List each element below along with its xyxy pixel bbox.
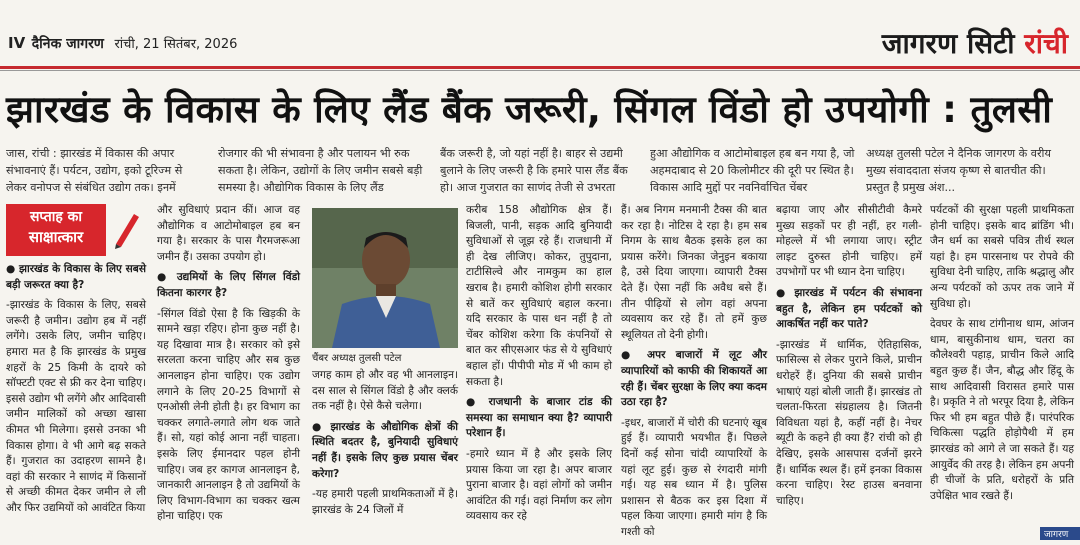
pencil-icon [108,206,142,250]
body-column-3 [312,368,458,523]
answer-5-cont: बढ़ाया जाए और सीसीटीवी कैमरे मुख्य सड़कों पर ही नहीं, हर गली-मोहल्ले में भी लगाया जाए। स्ट्रीट लाइट दुरुस्त होनी चाहिए। हमें उपभोगों पर भी ध्यान देना चाहिए। [776,204,922,279]
body-column-2 [157,203,300,530]
answer-2-cont: जगह काम हो और वह भी आनलाइन। दस साल से सिंगल विंडो है और क्लर्क तक नहीं है। ऐसे कैसे चलेगा। [312,369,458,413]
answer-1: -झारखंड के विकास के लिए, सबसे जरूरी है जमीन। उद्योग हब में नहीं लगेंगे। उसके लिए, जमीन चाहिए। हमारा मत है कि झारखंड के प्रमुख शहरों के 25 किमी के दायरे को सॉफ्टटी एक्ट से फ्री कर देना चाहिए। इससे उद्योग भी लगेंगे और आदिवासी जमीन मालिकों को अच्छा खासा कीमत भी मिलेगा। इससे उनका भी विकास होगा। वे भी आगे बढ़ सकते हैं। गुजरात का उदाहरण सामने है। वहां की सरकार ने साणंद में किसानों से अच्छी कीमत देकर जमीन ले ली और फिर उद्यमियों को आवंटित किया [6,299,146,514]
lead-paragraph-4: हुआ औद्योगिक व आटोमोबाइल हब बन गया है, जो अहमदाबाद से 20 किलोमीटर की दूरी पर स्थित है। विकास आदि मुद्दों पर नवनिर्वाचित चेंबर [650,147,855,194]
question-4: ● राजधानी के बाजार टांड की समस्या का समाधान क्या है? व्यापारी परेशान हैं। [466,396,612,440]
question-5: ● अपर बाजारों में लूट और व्यापारियों को काफी की शिकायतें आ रही हैं। चेंबर सुरक्षा के लिए क्या कदम उठा रहा है? [621,349,767,409]
question-2: ● उद्यमियों के लिए सिंगल विंडो कितना कारगर है? [157,271,300,299]
body-column-4 [466,203,612,530]
answer-3-cont: करीब 158 औद्योगिक क्षेत्र हैं। बिजली, पानी, सड़क आदि बुनियादी सुविधाओं से जूझ रहे हैं। राजधानी में ही देख लीजिए। कोकर, तुपुदाना, टाटीसिल्वे और नामकुम का हाल खराब है। हमारी कोशिश होगी सरकार से बातें कर सुविधाएं बहाल करना। यदि सरकार के पास धन नहीं है तो चेंबर कोशिश करेगा कि कंपनियों से बात कर सीएसआर फंड से ये सुविधाएं बहाल हों। पीपीपी मोड में भी काम हो सकता है। [466,204,612,388]
masthead-dateline [8,34,237,53]
answer-6-cont-2: देवघर के साथ टांगीनाथ धाम, आंजन धाम, बासुकीनाथ धाम, चतरा का कौलेश्वरी पहाड़, प्राचीन किले आदि बहुत कुछ हैं। जैन, बौद्ध और हिंदू के साथ आदिवासी विरासत हमारे पास है। प्रकृति ने तो भरपूर दिया है, लेकिन फिर भी हम बहुत पीछे हैं। पारंपरिक चिकित्सा पद्धति होड़ोपैथी में हम झारखंड को आगे ले जा सकते हैं। यह आयुर्वेद की तरह है। लेकिन हम अपनी ही चीजों के प्रति, धरोहरों के प्रति उपेक्षित भाव रखते हैं। [930,318,1074,502]
body-column-5 [621,203,767,545]
answer-4-cont: हैं। अब निगम मनमानी टैक्स की बात कर रहा है। नोटिस दे रहा है। हम सब निगम के साथ बैठक इसके हल का प्रयास करेंगे। जिनका जेनुइन बकाया है, उसे दिया जाएगा। व्यापारी टैक्स देते हैं। ऐसा नहीं कि अवैध बसे हैं। तीन पीढ़ियों से लोग वहां अपना व्यवसाय कर रहे हैं। तो हमें कुछ स्थूलियत तो देनी होगी। [621,204,767,341]
weekly-interview-badge [6,204,106,256]
body-column-1 [6,262,146,522]
masthead-rule [0,66,1080,69]
masthead-thin-rule [0,70,1080,71]
badge-line-1: सप्ताह का [29,209,83,225]
dateline-text: रांची, 21 सितंबर, 2026 [114,37,238,52]
paper-name: दैनिक जागरण [31,36,104,52]
answer-1-cont: और सुविधाएं प्रदान कीं। आज वह औद्योगिक व आटोमोबाइल हब बन गया है। सरकार के पास गैरमजरूआ जमीन हैं। उसका उपयोग हो। [157,204,300,263]
body-column-7 [930,203,1074,509]
lead-paragraph-1: जास, रांची : झारखंड में विकास की अपार संभावनाएं हैं। पर्यटन, उद्योग, इको टूरिज्म से लेकर वनोपज से संबंधित उद्योग तक। इनमें [6,147,183,194]
lead-paragraph-3: बैंक जरूरी है, जो यहां नहीं है। बाहर से उद्यमी बुलाने के लिए जरूरी है कि हमारे पास लैंड बैंक हो। आज गुजरात का साणंद तेजी से उभरता [440,147,628,194]
question-3: ● झारखंड के औद्योगिक क्षेत्रों की स्थिति बदतर है, बुनियादी सुविधाएं नहीं हैं। इसके लिए कुछ प्रयास चेंबर करेगा? [312,420,458,480]
answer-6-cont: पर्यटकों की सुरक्षा पहली प्राथमिकता होनी चाहिए। इसके बाद ब्रांडिंग भी। जैन धर्म का सबसे पवित्र तीर्थ स्थल यहां है। हम पारसनाथ पर रोपवे की सुविधा देनी चाहिए, ताकि श्रद्धालु और अन्य पर्यटकों को ऊपर तक जाने में सुविधा हो। [930,204,1074,310]
lead-paragraph-2: रोजगार की भी संभावना है और पलायन भी रुक सकता है। लेकिन, उद्योगों के लिए जमीन सबसे बड़ी समस्या है। औद्योगिक विकास के लिए लैंड [218,147,423,194]
question-6: ● झारखंड में पर्यटन की संभावना बहुत है, लेकिन हम पर्यटकों को आकर्षित नहीं कर पाते? [776,286,922,331]
body-column-6 [776,203,922,514]
portrait-photo [312,208,458,348]
answer-3: -यह हमारी पहली प्राथमिकताओं में है। झारखंड के 24 जिलों में [312,488,458,516]
city-title-a: जागरण सिटी [881,27,1015,60]
answer-5: -इधर, बाजारों में चोरी की घटनाएं खूब हुई हैं। व्यापारी भयभीत हैं। पिछले दिनों कई सोना चांदी व्यापारियों के यहां लूट हुई। कुछ से रंगदारी मांगी गई। यह सब ध्यान में है। पुलिस प्रशासन से बैठक कर इस दिशा में पहल किया जाएगा। हमारी मांग है कि गश्ती को [621,416,767,538]
photo-caption: चैंबर अध्यक्ष तुलसी पटेल [312,353,402,364]
question-1: ● झारखंड के विकास के लिए सबसे बड़ी जरूरत क्या है? [6,263,146,291]
article-headline: झारखंड के विकास के लिए लैंड बैंक जरूरी, सिंगल विंडो हो उपयोगी : तुलसी [6,88,1053,131]
badge-line-2: साक्षात्कार [28,228,84,246]
corner-tag: जागरण [1040,527,1080,540]
city-section-title [882,24,1068,62]
edition-mark: IV [8,34,26,52]
answer-2: -सिंगल विंडो ऐसा है कि खिड़की के सामने खड़ा रहिए। होना कुछ नहीं है। यह दिखावा मात्र है। सरकार को इसे सरलता करना चाहिए और सब कुछ आनलाइन होना चाहिए। एक उद्योग लगाने के लिए 20-25 विभागों से एनओसी लेनी होती है। हर विभाग का चक्कर लगाते-लगाते लोग थक जाते हैं। सो, यहां कोई आना नहीं चाहता। इसके लिए ईमानदार पहल होनी चाहिए। जब हर कागज आनलाइन है, जानकारी आनलाइन है तो उद्यमियों के लिए विभाग-विभाग का चक्कर खत्म होना चाहिए। एक [157,307,300,523]
lead-paragraph-5: अध्यक्ष तुलसी पटेल ने दैनिक जागरण के वरीय मुख्य संवाददाता संजय कृष्ण से बातचीत की। प्रस्तुत है प्रमुख अंश... [866,147,1051,194]
answer-4: -हमारे ध्यान में है और इसके लिए प्रयास किया जा रहा है। अपर बाजार पुराना बाजार है। वहां लोगों को जमीन आवंटित की गई। वहां निर्माण कर लोग व्यवसाय कर रहे [466,447,612,523]
answer-6: -झारखंड में धार्मिक, ऐतिहासिक, फासिल्स से लेकर पुराने किले, प्राचीन धरोहरें हैं। दुनिया की सबसे प्राचीन भाषाएं यहां बोली जाती हैं। झारखंड तो चलता-फिरता संग्रहालय है। जितनी विविधता यहां है, कहीं नहीं है। नेचर ब्यूटी के कहने ही क्या हैं? रांची को ही देखिए, इसके आसपास दर्जनों झरने हैं। धार्मिक स्थल हैं। हमें इनका विकास करना चाहिए। रेस्ट हाउस बनवाना चाहिए। [776,338,922,507]
city-title-b: रांची [1024,27,1068,60]
